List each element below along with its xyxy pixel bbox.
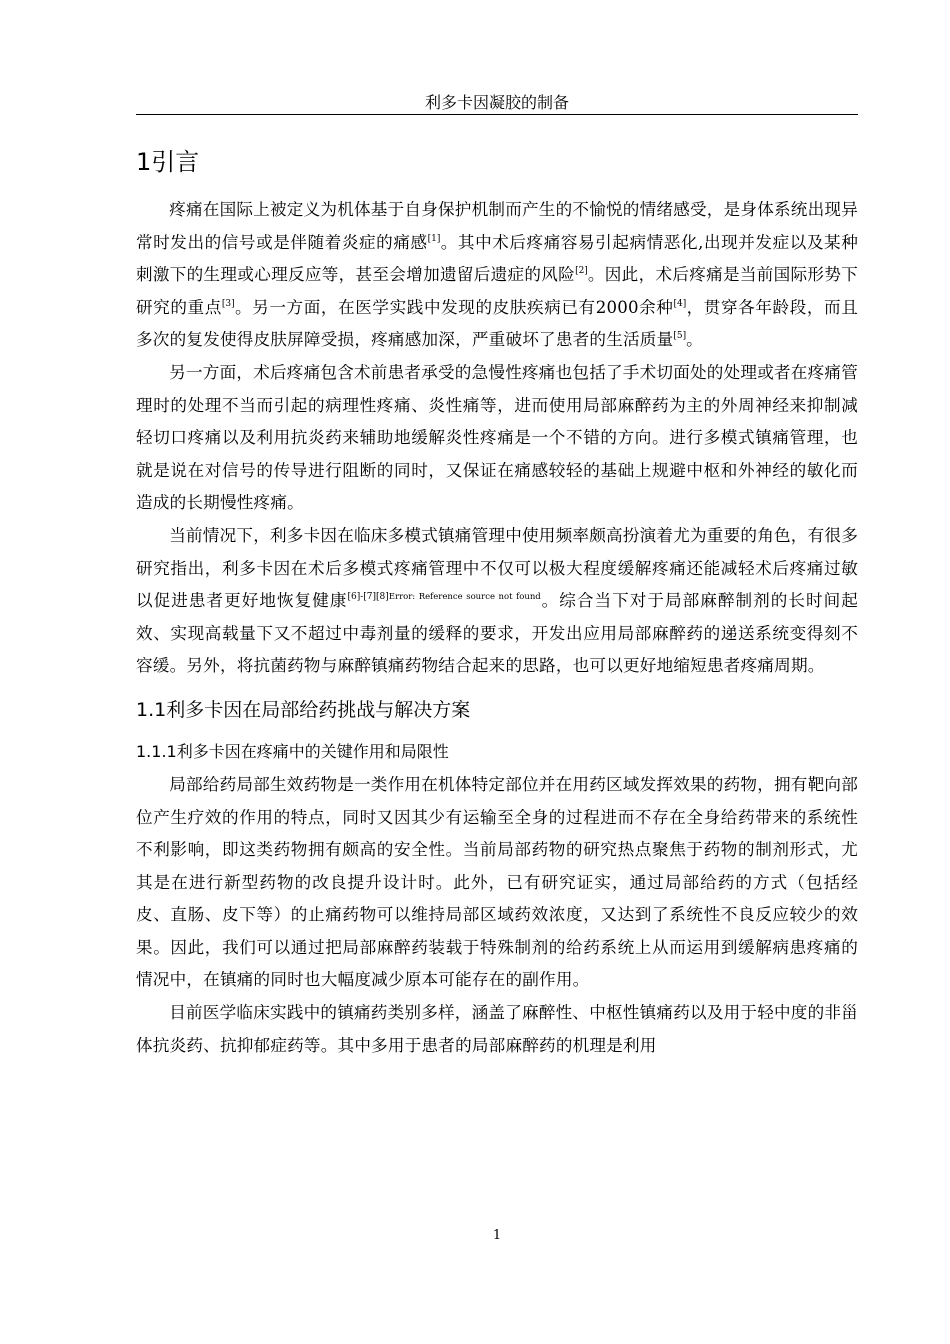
header-rule [136,114,858,115]
citation-1: [1] [427,233,441,244]
citation-3: [3] [221,298,235,309]
section-heading-intro: 1引言 [136,148,200,176]
citation-6-8-label: [6]-[7][8] [347,592,389,603]
running-header: 利多卡因凝胶的制备 [424,93,569,112]
section-heading-1-1: 1.1利多卡因在局部给药挑战与解决方案 [136,698,471,721]
paragraph-1-text-1: 疼痛在国际上被定义为机体基于自身保护机制而产生的不愉悦的情绪感受，是身体系统出现异常时发出的信号或是伴随着炎症的痛感 [136,200,858,252]
citation-6-8 [348,592,541,602]
page-body [136,142,858,1062]
paragraph-4: 局部给药局部生效药物是一类作用在机体特定部位并在用药区域发挥效果的药物，拥有靶向部位产生疗效的作用的特点，同时又因其少有运输至全身的过程进而不存在全身给药带来的系统性不利影响，即这类药物拥有颇高的安全性。当前局部药物的研究热点聚焦于药物的制剂形式，尤其是在进行新型药物的改良提升设计时。此外，已有研究证实，通过局部给药的方式（包括经皮、直肠、皮下等）的止痛药物可以维持局部区域药效浓度，又达到了系统性不良反应较少的效果。因此，我们可以通过把局部麻醉药装载于特殊制剂的给药系统上从而运用到缓解病患疼痛的情况中，在镇痛的同时也大幅度减少原本可能存在的副作用。 [136,774,858,990]
paragraph-3 [136,520,858,683]
citation-2: [2] [575,266,588,277]
paragraph-5: 目前医学临床实践中的镇痛药类别多样，涵盖了麻醉性、中枢性镇痛药以及用于轻中度的非甾体抗炎药、抗抑郁症药等。其中多用于患者的局部麻醉药的机理是利用 [136,1003,858,1055]
paragraph-1-text-4: 。另一方面，在医学实践中发现的皮肤疾病已有2000余种 [234,297,674,317]
paragraph-1-text-5: ，贯穿各年龄段，而且多次的复发使得皮肤屏障受损，疼痛感加深，严重破坏了患者的生活质量 [136,297,859,350]
reference-error-text: Error: Reference source not found [388,592,541,603]
citation-4: [4] [673,298,687,309]
paragraph-1 [136,194,858,357]
paragraph-1-text-6: 。 [686,330,703,350]
paragraph-3-text-1: 当前情况下，利多卡因在临床多模式镇痛管理中使用频率颇高扮演着尤为重要的角色，有很多研究指出，利多卡因在术后多模式疼痛管理中不仅可以极大程度缓解疼痛还能减轻术后疼痛过敏以促进患者更好地恢复健康 [136,525,858,611]
paragraph-1-text-2: 。其中术后疼痛容易引起病情恶化,出现并发症以及某种刺激下的生理或心理反应等，甚至会增加遗留后遗症的风险 [136,232,858,285]
citation-5: [5] [673,331,687,342]
paragraph-1-text-3: 。因此，术后疼痛是当前国际形势下研究的重点 [136,265,858,317]
page-number: 1 [492,1228,502,1243]
paragraph-2: 另一方面，术后疼痛包含术前患者承受的急慢性疼痛也包括了手术切面处的处理或者在疼痛管理时的处理不当而引起的病理性疼痛、炎性痛等，进而使用局部麻醉药为主的外周神经来抑制减轻切口疼痛以及利用抗炎药来辅助地缓解炎性疼痛是一个不错的方向。进行多模式镇痛管理，也就是说在对信号的传导进行阻断的同时，又保证在痛感较轻的基础上规避中枢和外神经的敏化而造成的长期慢性疼痛。 [136,362,858,513]
section-heading-1-1-1: 1.1.1利多卡因在疼痛中的关键作用和局限性 [136,741,449,761]
paragraph-3-text-2: 。综合当下对于局部麻醉制剂的长时间起效、实现高载量下又不超过中毒剂量的缓释的要求，开发出应用局部麻醉药的递送系统变得刻不容缓。另外，将抗菌药物与麻醉镇痛药物结合起来的思路，也可以更好地缩短患者疼痛周期。 [136,591,858,676]
